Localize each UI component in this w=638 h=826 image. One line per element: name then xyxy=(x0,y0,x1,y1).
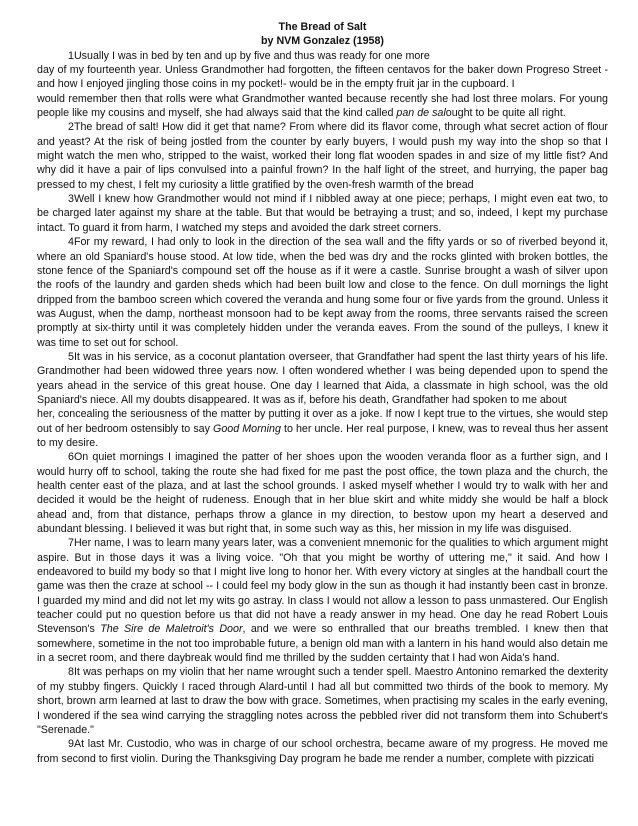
paragraph-number: 3 xyxy=(68,193,74,206)
paragraph xyxy=(37,450,608,536)
document-byline: by NVM Gonzalez (1958) xyxy=(261,35,384,48)
paragraph-number: 7 xyxy=(68,537,74,550)
italic-title: pan de sal xyxy=(396,107,446,120)
paragraph-text: day of my fourteenth year. Unless Grandmother had forgotten, the fifteen centavos for the baker down Progreso Street - and how I enjoyed jingling those coins in my pocket!- would be in the empty fruit jar in the cupboard. I xyxy=(37,64,608,91)
paragraph-text: would remember then that rolls were what Grandmother wanted because recently she had lost three molars. For young people like my cousins and myself, she had always said that the kind called xyxy=(37,92,608,120)
paragraph-line-block xyxy=(37,235,608,350)
paragraph-line-block xyxy=(37,192,608,235)
paragraph xyxy=(37,737,608,766)
paragraph-number: 6 xyxy=(68,451,74,464)
paragraph-text: The bread of salt! How did it get that name? From where did its flavor come, through what secret action of flour and yeast? At the risk of being jostled from the counter by early buyers, I would push my way into the shop so that I might watch the men who, stripped to the waist, worked their long flat wooden spades in and size of my little fist? And why did it have a pair of lips convulsed into a painful frown? In the half light of the street, and hurrying, the paper bag pressed to my chest, I felt my curiosity a little gratified by the oven-fresh warmth of the bread xyxy=(37,121,608,191)
paragraph xyxy=(37,350,608,450)
paragraph-line-block xyxy=(37,92,608,121)
paragraph-text: It was in his service, as a coconut plantation overseer, that Grandfather had spent the last thirty years of his life. Grandmother had been widowed three years now. I often wondered whether I was being depended upon to spend the years ahead in the service of this great house. One day I learned that Aida, a classmate in high school, was the old Spaniard's niece. All my doubts disappeared. It was as if, before his death, Grandfather had spoken to me about xyxy=(37,350,608,406)
paragraph-text: ought to be quite all right. xyxy=(445,107,566,120)
paragraph-line-block xyxy=(37,120,608,192)
paragraph-line-block xyxy=(37,665,608,737)
paragraph-text: On quiet mornings I imagined the patter of her shoes upon the wooden veranda floor as a further sign, and I would hurry off to school, taking the route she had fixed for me past the post office, the town plaza and the church, the health center east of the plaza, and at last the school grounds. I asked myself whether I would try to walk with her and decided it would be the height of rudeness. Enough that in her blue skirt and white middy she would be half a block ahead and, from that distance, perhaps throw a glance in my direction, to bestow upon my heart a deserved and abundant blessing. I believed it was but right that, in some such way as this, her mission in my life was disguised. xyxy=(37,451,608,536)
paragraph xyxy=(37,665,608,737)
paragraph-text: , and we were so enthralled that our breaths trembled. I knew then that somewhere, sometime in the not too improbable future, a benign old man with a lantern in his hand would also detain me in a secret room, and there daybreak would find me thrilled by the sudden certainty that I had won Aida's hand. xyxy=(37,623,609,665)
paragraph-text: At last Mr. Custodio, who was in charge of our school orchestra, became aware of my progress. He moved me from second to first violin. During the Thanksgiving Day program he bade me render a number, complete with pizzicati xyxy=(37,738,608,765)
paragraph-text: her, concealing the seriousness of the matter by putting it over as a joke. If now I kept true to the virtues, she would step out of her bedroom ostensibly to say xyxy=(37,408,608,435)
paragraph-line-block xyxy=(37,536,608,665)
paragraph-line-block xyxy=(37,350,608,407)
paragraph-number: 1 xyxy=(68,49,74,62)
paragraph-line-block xyxy=(37,450,608,536)
document-body xyxy=(37,49,608,766)
paragraph-line-block xyxy=(37,737,608,766)
paragraph-line-block xyxy=(37,49,608,63)
paragraph-number: 9 xyxy=(68,738,74,751)
paragraph-text: to her uncle. Her real purpose, I knew, was to reveal thus her assent to my desire. xyxy=(37,422,608,449)
paragraph xyxy=(37,536,608,665)
paragraph-number: 8 xyxy=(68,666,74,679)
paragraph-line-block xyxy=(37,407,608,450)
paragraph xyxy=(37,235,608,350)
paragraph-text: Her name, I was to learn many years later, was a convenient mnemonic for the qualities to which argument might aspire. But in those days it was a living voice. "Oh that you might be worthy of uttering me," it said. And how I endeavored to build my body so that I might live long to honor her. With every victory at singles at the handball court the game was then the craze at school -- I could feel my body glow in the sun as though it had instantly been cast in bronze. I guarded my mind and did not let my wits go astray. In class I would not allow a lesson to pass unmastered. Our English teacher could put no question before us that did not have a ready answer in my head. One day he read Robert Louis Stevenson's xyxy=(37,537,608,636)
paragraph-text: For my reward, I had only to look in the direction of the sea wall and the fifty yards or so of riverbed beyond it, where an old Spaniard's house stood. At low tide, when the bed was dry and the rocks glinted with broken bottles, the stone fence of the Spaniard's compound set off the house as if it were a castle. Sunrise brought a wash of silver upon the roofs of the laundry and garden sheds which had been built low and close to the fence. On dull mornings the light dripped from the bamboo screen which covered the veranda and hung some four or five yards from the ground. Unless it was August, when the damp, northeast monsoon had to be kept away from the rooms, three servants raised the screen promptly at six-thirty until it was completely hidden under the veranda eaves. From the sound of the pulleys, I knew it was time to set out for school. xyxy=(37,236,608,349)
paragraph xyxy=(37,49,608,121)
paragraph-text: Usually I was in bed by ten and up by five and thus was ready for one more xyxy=(73,49,430,62)
paragraph xyxy=(37,192,608,235)
paragraph-number: 2 xyxy=(68,121,74,134)
document-title: The Bread of Salt xyxy=(278,21,367,33)
paragraph-text: Well I knew how Grandmother would not mind if I nibbled away at one piece; perhaps, I might even eat two, to be charged later against my share at the table. But that would be betraying a trust; and so, indeed, I kept my purchase intact. To guard it from harm, I watched my steps and avoided the dark street corners. xyxy=(37,193,608,234)
paragraph-line-block xyxy=(37,63,608,92)
paragraph-number: 4 xyxy=(68,236,74,249)
italic-title: Good Morning xyxy=(213,422,281,435)
paragraph xyxy=(37,120,608,192)
italic-title: The Sire de Maletroit's Door xyxy=(100,623,243,636)
paragraph-number: 5 xyxy=(68,350,74,363)
paragraph-text: It was perhaps on my violin that her name wrought such a tender spell. Maestro Antonino remarked the dexterity of my stubby fingers. Quickly I raced through Alard-until I had all but committed two thirds of the book to memory. My short, brown arm learned at last to draw the bow with grace. Sometimes, when practising my scales in the early evening, I wondered if the sea wind carrying the straggling notes across the pebbled river did not transform them into Schubert's "Serenade." xyxy=(37,666,608,736)
